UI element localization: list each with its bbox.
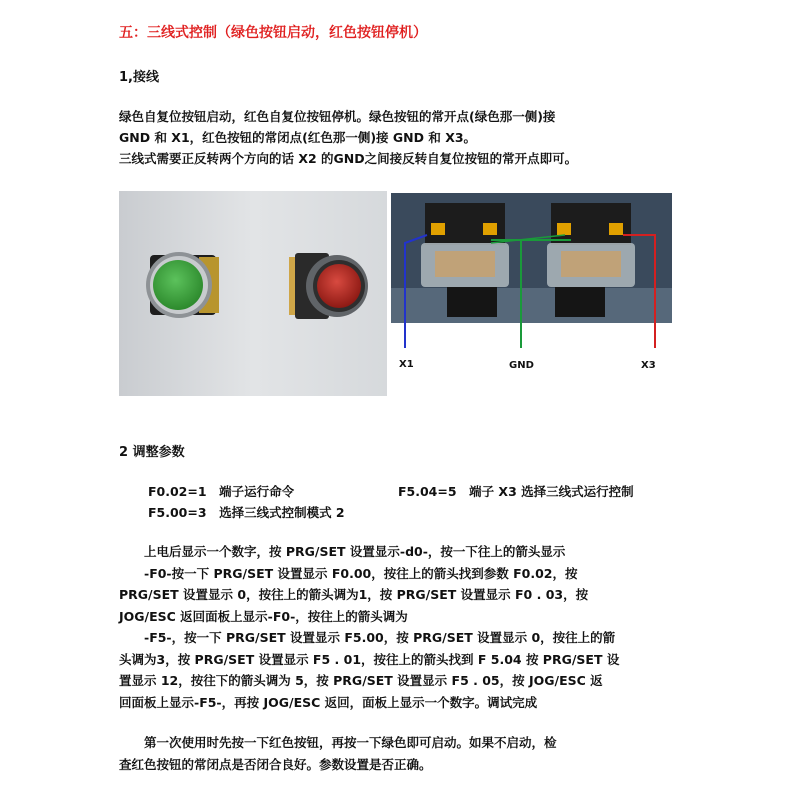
x3-label: X3 [641, 360, 656, 371]
wiring-photo [391, 193, 672, 393]
setup-steps [119, 541, 675, 713]
red-button-icon [289, 253, 368, 319]
wiring-paragraph [119, 106, 679, 169]
section-title: 五：三线式控制（绿色按钮启动，红色按钮停机） [119, 25, 427, 41]
wiring-line: 三线式需要正反转两个方向的话 X2 的GND之间接反转自复位按钮的常开点即可。 [119, 151, 578, 166]
buttons-photo [119, 191, 387, 396]
step-line: 置显示 12，按往下的箭头调为 5，按 PRG/SET 设置显示 F5 . 05，按 JOG/ESC 返 [119, 673, 603, 688]
param-desc: 选择三线式控制模式 2 [219, 505, 345, 520]
step-line: -F0-按一下 PRG/SET 设置显示 F0.00，按往上的箭头找到参数 F0.02，按 [119, 565, 578, 581]
params-heading: 2 调整参数 [119, 445, 185, 460]
param-code: F0.02=1 [148, 484, 207, 499]
step-line: 头调为3，按 PRG/SET 设置显示 F5 . 01，按往上的箭头找到 F 5.04 按 PRG/SET 设 [119, 651, 620, 667]
step-line: 回面板上显示-F5-，再按 JOG/ESC 返回，面板上显示一个数字。调试完成 [119, 694, 538, 710]
param-desc: 端子运行命令 [219, 484, 295, 499]
param-entry [148, 481, 294, 502]
param-code: F5.00=3 [148, 505, 207, 520]
wiring-line: 绿色自复位按钮启动，红色自复位按钮停机。绿色按钮的常开点(绿色那一侧)接 [119, 109, 556, 124]
step-line: PRG/SET 设置显示 0，按往上的箭头调为1，按 PRG/SET 设置显示 F0 . 03，按 [119, 587, 589, 602]
step-line: -F5-，按一下 PRG/SET 设置显示 F5.00，按 PRG/SET 设置显示 0，按往上的箭 [119, 630, 616, 645]
green-button-icon [146, 252, 219, 318]
param-entry [148, 502, 345, 523]
gnd-label: GND [509, 360, 534, 371]
param-code: F5.04=5 [398, 484, 457, 499]
note-line: 第一次使用时先按一下红色按钮，再按一下绿色即可启动。如果不启动，检 [119, 735, 557, 750]
param-entry [398, 481, 634, 502]
first-use-note [119, 732, 675, 775]
wiring-heading: 1,接线 [119, 70, 159, 85]
wiring-line: GND 和 X1，红色按钮的常闭点(红色那一侧)接 GND 和 X3。 [119, 130, 477, 145]
param-desc: 端子 X3 选择三线式运行控制 [469, 484, 634, 499]
step-line: 上电后显示一个数字，按 PRG/SET 设置显示-d0-，按一下往上的箭头显示 [119, 544, 566, 559]
x1-label: X1 [399, 359, 414, 370]
step-line: JOG/ESC 返回面板上显示-F0-，按往上的箭头调为 [119, 608, 408, 624]
note-line: 查红色按钮的常闭点是否闭合良好。参数设置是否正确。 [119, 756, 432, 772]
